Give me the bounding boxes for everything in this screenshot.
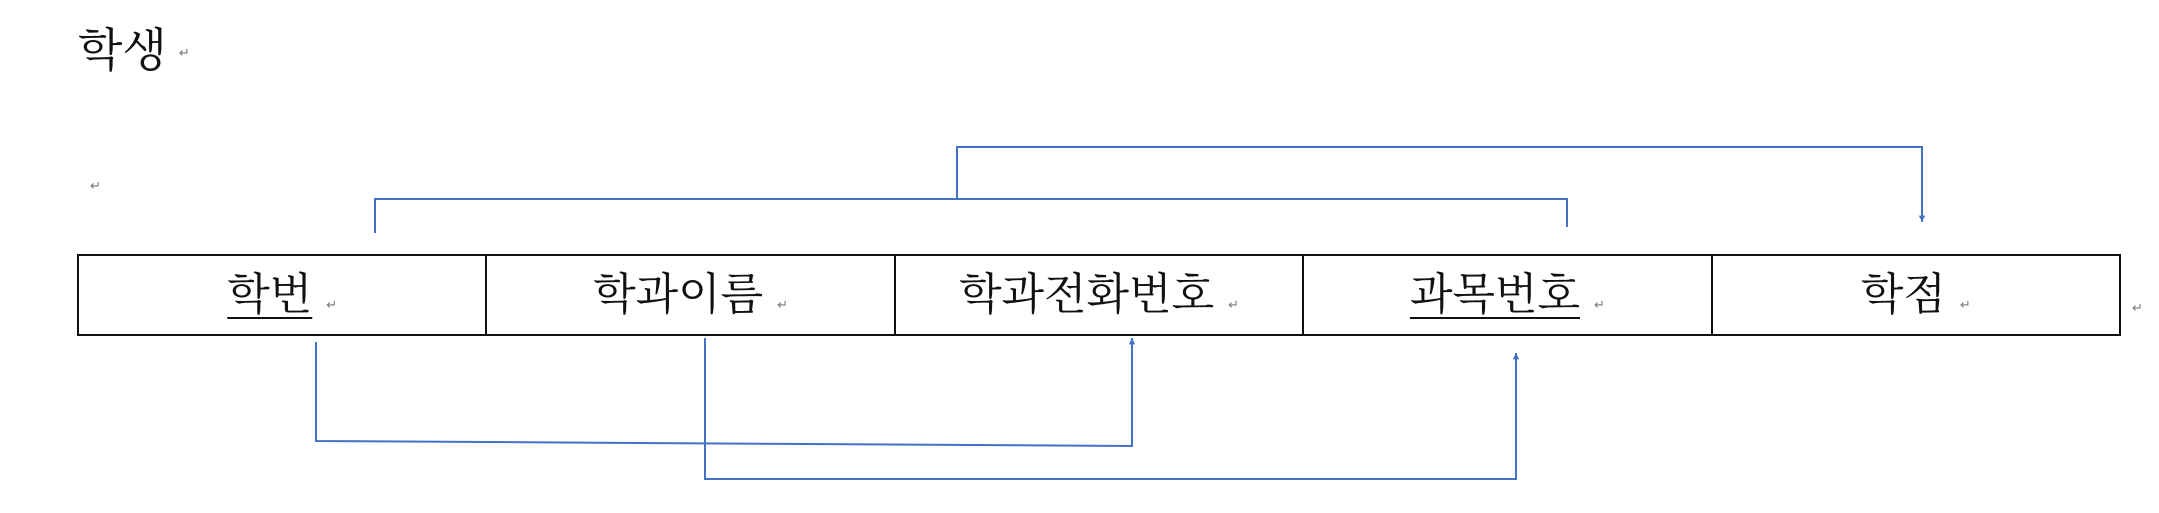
paragraph-mark-icon: ↵ [777, 297, 789, 313]
relation-title-text: 학생 [78, 23, 167, 77]
paragraph-mark-icon: ↵ [1959, 297, 1971, 313]
paragraph-mark-icon: ↵ [90, 179, 101, 194]
attribute-label: 과목번호 [1409, 269, 1580, 320]
paragraph-mark-icon: ↵ [2132, 301, 2143, 316]
paragraph-mark-icon: ↵ [1228, 297, 1239, 313]
dependency-arrow-line [957, 147, 1922, 222]
dependency-arrow-line [705, 338, 1516, 479]
attribute-label: 학번 [227, 269, 313, 320]
paragraph-mark-icon: ↵ [178, 45, 190, 61]
paragraph-mark-icon: ↵ [1593, 297, 1605, 313]
dependency-arrow-line [316, 338, 1132, 446]
attribute-label: 학점 [1860, 269, 1946, 320]
attribute-label: 학과전화번호 [959, 269, 1215, 320]
attribute-label: 학과이름 [593, 269, 764, 320]
dependency-partial-student-id [316, 338, 1132, 446]
dependency-full-to-grade [375, 147, 1922, 233]
paragraph-mark-icon: ↵ [326, 297, 338, 313]
dependency-bracket-line [375, 199, 1567, 233]
dependency-course-to-dept [705, 338, 1516, 479]
